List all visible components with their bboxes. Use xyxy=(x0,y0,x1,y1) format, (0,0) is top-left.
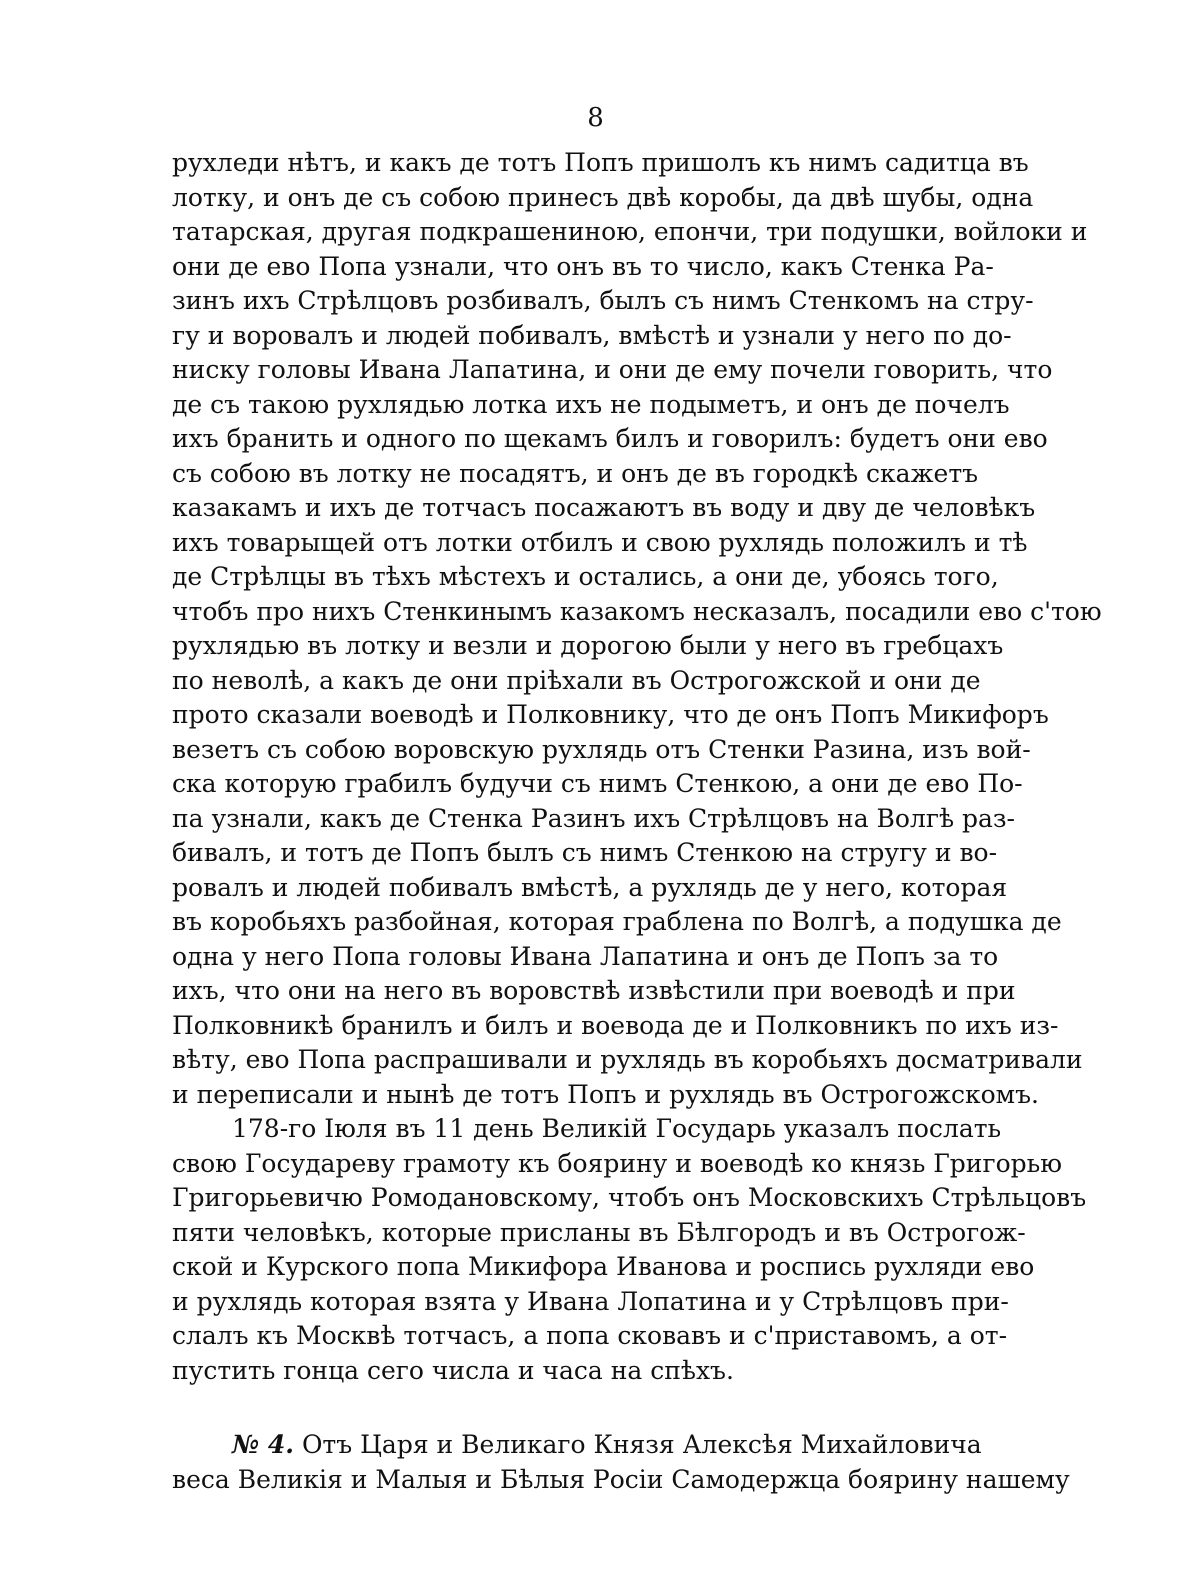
text-line: ниску головы Ивана Лапатина, и они де ему почели говорить, что xyxy=(172,355,1053,384)
text-line: ихъ товарыщей отъ лотки отбилъ и свою рухлядь положилъ и тѣ xyxy=(172,527,1028,557)
text-line: ской и Курского попа Микифора Иванова и роспись рухляди ево xyxy=(172,1252,1035,1281)
text-line: вѣту, ево Попа распрашивали и рухлядь въ коробьяхъ досматривали xyxy=(172,1045,1083,1074)
text-line: де Стрѣлцы въ тѣхъ мѣстехъ и остались, а они де, убоясь того, xyxy=(172,562,999,591)
text-line: казакамъ и ихъ де тотчасъ посажаютъ въ воду и дву де человѣкъ xyxy=(172,493,1036,522)
text-line: пяти человѣкъ, которые присланы въ Бѣлгородъ и въ Острогож- xyxy=(172,1217,1026,1247)
text-line: лотку, и онъ де съ собою принесъ двѣ коробы, да двѣ шубы, одна xyxy=(172,182,1034,212)
text-line: рухлядью въ лотку и везли и дорогою были у него въ гребцахъ xyxy=(172,631,1004,660)
text-line: слалъ къ Москвѣ тотчасъ, а попа сковавъ и с'приставомъ, а от- xyxy=(172,1321,1008,1350)
text-line: съ собою въ лотку не посадятъ, и онъ де въ городкѣ скажетъ xyxy=(172,458,979,488)
section-4-line-1 xyxy=(172,1428,982,1463)
text-line: они де ево Попа узнали, что онъ въ то число, какъ Стенка Ра- xyxy=(172,251,994,281)
text-body xyxy=(172,146,1102,1497)
text-line: по неволѣ, а какъ де они пріѣхали въ Острогожской и они де xyxy=(172,665,981,695)
text-line: ска которую грабилъ будучи съ нимъ Стенкою, а они де ево По- xyxy=(172,769,1023,798)
text-line: Григорьевичю Ромодановскому, чтобъ онъ Московскихъ Стрѣльцовъ xyxy=(172,1183,1087,1212)
text-line: 178-го Іюля въ 11 день Великій Государь указалъ послать xyxy=(232,1114,1002,1143)
text-line: ихъ бранить и одного по щекамъ билъ и говорилъ: будетъ они ево xyxy=(172,424,1048,453)
text-line: ихъ, что они на него въ воровствѣ извѣстили при воеводѣ и при xyxy=(172,976,1016,1005)
text-line: ровалъ и людей побивалъ вмѣстѣ, а рухлядь де у него, которая xyxy=(172,872,1008,902)
text-line: гу и воровалъ и людей побивалъ, вмѣстѣ и узнали у него по до- xyxy=(172,320,1012,350)
text-line: пустить гонца сего числа и часа на спѣхъ. xyxy=(172,1355,734,1385)
text-line: чтобъ про нихъ Стенкинымъ казакомъ несказалъ, посадили ево с'тою xyxy=(172,596,1102,626)
text-line: бивалъ, и тотъ де Попъ былъ съ нимъ Стенкою на стругу и во- xyxy=(172,838,998,867)
text-line: везетъ съ собою воровскую рухлядь отъ Стенки Разина, изъ вой- xyxy=(172,734,1031,764)
text-line: де съ такою рухлядью лотка ихъ не подыметъ, и онъ де почелъ xyxy=(172,389,1010,419)
text-line: и переписали и нынѣ де тотъ Попъ и рухлядь въ Острогожскомъ. xyxy=(172,1079,1039,1109)
text-line: въ коробьяхъ разбойная, которая граблена по Волгѣ, а подушка де xyxy=(172,907,1062,936)
paragraph-1 xyxy=(172,146,1102,1112)
text-line: прото сказали воеводѣ и Полковнику, что де онъ Попъ Микифоръ xyxy=(172,700,1049,729)
text-line: татарская, другая подкрашениною, епончи, три подушки, войлоки и xyxy=(172,217,1088,246)
paragraph-2 xyxy=(172,1112,1087,1388)
text-line: Полковникѣ бранилъ и билъ и воевода де и Полковникъ по ихъ из- xyxy=(172,1010,1059,1040)
section-4-title: Отъ Царя и Великаго Князя Алексѣя Михайловича xyxy=(301,1430,982,1459)
text-line: зинъ ихъ Стрѣлцовъ розбивалъ, былъ съ нимъ Стенкомъ на стру- xyxy=(172,286,1034,315)
text-line: и рухлядь которая взята у Ивана Лопатина и у Стрѣлцовъ при- xyxy=(172,1286,1009,1316)
section-gap xyxy=(172,1388,960,1428)
section-4-line-2: веса Великія и Малыя и Бѣлыя Росіи Самодержца боярину нашему xyxy=(172,1464,1070,1494)
page-number: 8 xyxy=(587,103,604,133)
section-4 xyxy=(172,1428,1070,1497)
text-line: рухледи нѣтъ, и какъ де тотъ Попъ пришолъ къ нимъ садитца въ xyxy=(172,148,1029,177)
text-line: одна у него Попа головы Ивана Лапатина и онъ де Попъ за то xyxy=(172,941,999,971)
section-number: № 4. xyxy=(232,1430,294,1459)
text-line: свою Государеву грамоту къ боярину и воеводѣ ко князь Григорью xyxy=(172,1148,1063,1178)
text-line: па узнали, какъ де Стенка Разинъ ихъ Стрѣлцовъ на Волгѣ раз- xyxy=(172,803,1015,833)
